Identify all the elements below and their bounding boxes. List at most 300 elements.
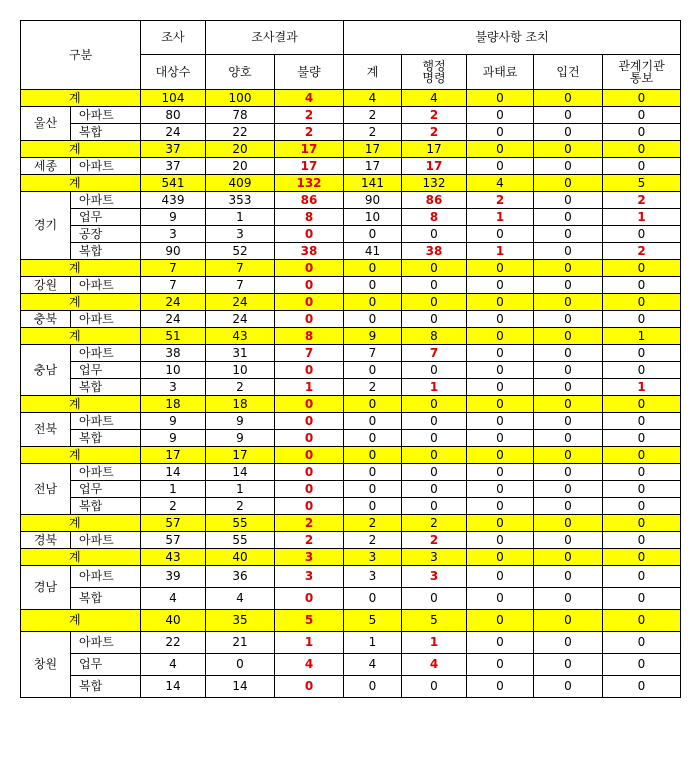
cell-action-total: 3 (344, 566, 402, 588)
table-row (21, 124, 681, 141)
cell-admin-order: 2 (402, 515, 467, 532)
table-row (21, 379, 681, 396)
cell-fine: 0 (467, 447, 534, 464)
building-type: 아파트 (71, 464, 141, 481)
cell-good: 409 (206, 175, 275, 192)
table-row (21, 464, 681, 481)
cell-target: 24 (141, 294, 206, 311)
cell-prosecution: 0 (534, 328, 603, 345)
cell-good: 3 (206, 226, 275, 243)
cell-notify: 0 (603, 632, 681, 654)
building-type: 복합 (71, 430, 141, 447)
cell-bad: 17 (275, 158, 344, 175)
cell-bad: 0 (275, 396, 344, 413)
table-row (21, 243, 681, 260)
cell-action-total: 2 (344, 532, 402, 549)
cell-action-total: 1 (344, 632, 402, 654)
region-name: 충북 (21, 311, 71, 328)
cell-fine: 0 (467, 345, 534, 362)
cell-notify: 0 (603, 566, 681, 588)
cell-action-total: 17 (344, 141, 402, 158)
cell-good: 55 (206, 532, 275, 549)
cell-admin-order: 0 (402, 447, 467, 464)
cell-prosecution: 0 (534, 588, 603, 610)
cell-target: 37 (141, 141, 206, 158)
cell-fine: 0 (467, 481, 534, 498)
cell-bad: 4 (275, 654, 344, 676)
cell-target: 439 (141, 192, 206, 209)
region-total-label: 계 (21, 90, 141, 107)
cell-action-total: 4 (344, 654, 402, 676)
cell-target: 57 (141, 532, 206, 549)
cell-notify: 0 (603, 498, 681, 515)
cell-admin-order: 1 (402, 632, 467, 654)
cell-good: 21 (206, 632, 275, 654)
cell-bad: 2 (275, 515, 344, 532)
cell-fine: 0 (467, 396, 534, 413)
cell-fine: 0 (467, 277, 534, 294)
cell-admin-order: 2 (402, 532, 467, 549)
building-type: 업무 (71, 481, 141, 498)
cell-fine: 0 (467, 610, 534, 632)
region-name: 창원 (21, 632, 71, 698)
building-type: 업무 (71, 362, 141, 379)
table-row (21, 654, 681, 676)
cell-good: 40 (206, 549, 275, 566)
cell-admin-order: 0 (402, 676, 467, 698)
building-type: 아파트 (71, 192, 141, 209)
cell-target: 37 (141, 158, 206, 175)
cell-notify: 0 (603, 532, 681, 549)
table-row (21, 532, 681, 549)
cell-good: 9 (206, 413, 275, 430)
cell-notify: 0 (603, 396, 681, 413)
cell-notify: 0 (603, 610, 681, 632)
cell-notify: 0 (603, 430, 681, 447)
table-row (21, 632, 681, 654)
building-type: 복합 (71, 124, 141, 141)
cell-bad: 0 (275, 498, 344, 515)
cell-action-total: 2 (344, 379, 402, 396)
cell-good: 78 (206, 107, 275, 124)
header-notify: 관계기관 통보 (603, 55, 681, 90)
table-row (21, 498, 681, 515)
cell-admin-order: 0 (402, 464, 467, 481)
region-total-row (21, 447, 681, 464)
cell-prosecution: 0 (534, 676, 603, 698)
cell-fine: 0 (467, 158, 534, 175)
table-row (21, 676, 681, 698)
cell-notify: 0 (603, 481, 681, 498)
table-row (21, 158, 681, 175)
cell-admin-order: 2 (402, 124, 467, 141)
cell-target: 51 (141, 328, 206, 345)
cell-notify: 0 (603, 226, 681, 243)
region-total-row (21, 90, 681, 107)
inspection-results-table (20, 20, 681, 698)
cell-fine: 0 (467, 90, 534, 107)
cell-notify: 1 (603, 328, 681, 345)
cell-target: 80 (141, 107, 206, 124)
cell-fine: 0 (467, 107, 534, 124)
region-name: 강원 (21, 277, 71, 294)
cell-good: 24 (206, 311, 275, 328)
cell-admin-order: 8 (402, 328, 467, 345)
cell-target: 4 (141, 654, 206, 676)
cell-fine: 0 (467, 632, 534, 654)
cell-admin-order: 0 (402, 430, 467, 447)
cell-prosecution: 0 (534, 464, 603, 481)
cell-admin-order: 86 (402, 192, 467, 209)
cell-notify: 0 (603, 277, 681, 294)
cell-action-total: 0 (344, 260, 402, 277)
cell-bad: 0 (275, 413, 344, 430)
cell-fine: 1 (467, 243, 534, 260)
cell-good: 24 (206, 294, 275, 311)
building-type: 아파트 (71, 345, 141, 362)
region-name: 울산 (21, 107, 71, 141)
cell-good: 1 (206, 209, 275, 226)
region-name: 전남 (21, 464, 71, 515)
building-type: 복합 (71, 498, 141, 515)
cell-target: 7 (141, 260, 206, 277)
cell-notify: 0 (603, 124, 681, 141)
cell-notify: 1 (603, 379, 681, 396)
cell-fine: 4 (467, 175, 534, 192)
cell-action-total: 2 (344, 107, 402, 124)
cell-target: 57 (141, 515, 206, 532)
cell-fine: 0 (467, 532, 534, 549)
cell-bad: 0 (275, 676, 344, 698)
region-total-row (21, 396, 681, 413)
region-total-label: 계 (21, 549, 141, 566)
cell-notify: 0 (603, 107, 681, 124)
region-total-row (21, 141, 681, 158)
cell-prosecution: 0 (534, 243, 603, 260)
cell-action-total: 2 (344, 515, 402, 532)
cell-admin-order: 0 (402, 362, 467, 379)
cell-fine: 0 (467, 676, 534, 698)
building-type: 아파트 (71, 277, 141, 294)
cell-fine: 0 (467, 379, 534, 396)
cell-admin-order: 0 (402, 311, 467, 328)
cell-bad: 86 (275, 192, 344, 209)
region-total-label: 계 (21, 515, 141, 532)
cell-target: 3 (141, 226, 206, 243)
cell-prosecution: 0 (534, 610, 603, 632)
cell-fine: 0 (467, 141, 534, 158)
cell-bad: 0 (275, 260, 344, 277)
cell-notify: 0 (603, 345, 681, 362)
header-bad: 불량 (275, 55, 344, 90)
cell-fine: 0 (467, 498, 534, 515)
region-total-label: 계 (21, 141, 141, 158)
table-row (21, 566, 681, 588)
cell-target: 10 (141, 362, 206, 379)
cell-prosecution: 0 (534, 632, 603, 654)
cell-bad: 0 (275, 311, 344, 328)
cell-fine: 0 (467, 549, 534, 566)
cell-action-total: 0 (344, 396, 402, 413)
cell-bad: 0 (275, 464, 344, 481)
cell-action-total: 5 (344, 610, 402, 632)
cell-prosecution: 0 (534, 654, 603, 676)
table-row (21, 226, 681, 243)
header-action-total: 계 (344, 55, 402, 90)
cell-fine: 0 (467, 566, 534, 588)
cell-admin-order: 0 (402, 260, 467, 277)
cell-admin-order: 1 (402, 379, 467, 396)
cell-notify: 0 (603, 676, 681, 698)
cell-target: 4 (141, 588, 206, 610)
region-total-label: 계 (21, 175, 141, 192)
cell-fine: 0 (467, 328, 534, 345)
cell-action-total: 0 (344, 430, 402, 447)
region-total-label: 계 (21, 396, 141, 413)
cell-prosecution: 0 (534, 379, 603, 396)
cell-fine: 0 (467, 515, 534, 532)
cell-fine: 0 (467, 588, 534, 610)
cell-action-total: 0 (344, 294, 402, 311)
cell-action-total: 2 (344, 124, 402, 141)
cell-good: 36 (206, 566, 275, 588)
cell-prosecution: 0 (534, 294, 603, 311)
header-category: 구분 (21, 21, 141, 90)
building-type: 아파트 (71, 413, 141, 430)
building-type: 공장 (71, 226, 141, 243)
cell-admin-order: 0 (402, 498, 467, 515)
cell-bad: 17 (275, 141, 344, 158)
cell-good: 43 (206, 328, 275, 345)
building-type: 복합 (71, 379, 141, 396)
building-type: 아파트 (71, 532, 141, 549)
cell-action-total: 0 (344, 498, 402, 515)
cell-notify: 0 (603, 413, 681, 430)
cell-good: 14 (206, 676, 275, 698)
building-type: 업무 (71, 654, 141, 676)
region-total-label: 계 (21, 294, 141, 311)
cell-action-total: 4 (344, 90, 402, 107)
cell-prosecution: 0 (534, 549, 603, 566)
cell-admin-order: 17 (402, 141, 467, 158)
cell-bad: 1 (275, 379, 344, 396)
cell-prosecution: 0 (534, 107, 603, 124)
cell-admin-order: 3 (402, 549, 467, 566)
header-prosecution: 입건 (534, 55, 603, 90)
cell-fine: 0 (467, 654, 534, 676)
cell-admin-order: 7 (402, 345, 467, 362)
building-type: 아파트 (71, 107, 141, 124)
cell-good: 20 (206, 141, 275, 158)
cell-target: 90 (141, 243, 206, 260)
cell-action-total: 0 (344, 676, 402, 698)
cell-target: 2 (141, 498, 206, 515)
cell-good: 7 (206, 260, 275, 277)
cell-good: 31 (206, 345, 275, 362)
cell-prosecution: 0 (534, 209, 603, 226)
cell-action-total: 0 (344, 413, 402, 430)
table-row (21, 345, 681, 362)
header-result: 조사결과 (206, 21, 344, 55)
cell-notify: 0 (603, 158, 681, 175)
cell-admin-order: 5 (402, 610, 467, 632)
header-survey: 조사 (141, 21, 206, 55)
cell-bad: 4 (275, 90, 344, 107)
cell-bad: 1 (275, 632, 344, 654)
table-body (21, 90, 681, 698)
cell-prosecution: 0 (534, 532, 603, 549)
cell-notify: 0 (603, 311, 681, 328)
cell-notify: 2 (603, 243, 681, 260)
cell-notify: 0 (603, 588, 681, 610)
cell-action-total: 0 (344, 481, 402, 498)
cell-notify: 0 (603, 294, 681, 311)
cell-good: 353 (206, 192, 275, 209)
cell-target: 1 (141, 481, 206, 498)
cell-good: 18 (206, 396, 275, 413)
cell-notify: 0 (603, 260, 681, 277)
cell-prosecution: 0 (534, 430, 603, 447)
cell-bad: 0 (275, 294, 344, 311)
cell-bad: 0 (275, 277, 344, 294)
cell-notify: 5 (603, 175, 681, 192)
region-total-label: 계 (21, 260, 141, 277)
cell-action-total: 90 (344, 192, 402, 209)
table-row (21, 192, 681, 209)
cell-admin-order: 2 (402, 107, 467, 124)
cell-good: 7 (206, 277, 275, 294)
table-row (21, 311, 681, 328)
building-type: 업무 (71, 209, 141, 226)
cell-prosecution: 0 (534, 515, 603, 532)
cell-prosecution: 0 (534, 311, 603, 328)
cell-prosecution: 0 (534, 226, 603, 243)
cell-notify: 0 (603, 549, 681, 566)
table-row (21, 362, 681, 379)
cell-target: 22 (141, 632, 206, 654)
region-name: 충남 (21, 345, 71, 396)
cell-good: 100 (206, 90, 275, 107)
cell-fine: 1 (467, 209, 534, 226)
cell-target: 9 (141, 430, 206, 447)
cell-target: 7 (141, 277, 206, 294)
region-total-label: 계 (21, 328, 141, 345)
region-total-row (21, 328, 681, 345)
cell-action-total: 7 (344, 345, 402, 362)
cell-prosecution: 0 (534, 260, 603, 277)
cell-action-total: 41 (344, 243, 402, 260)
cell-fine: 0 (467, 260, 534, 277)
cell-good: 17 (206, 447, 275, 464)
region-total-row (21, 610, 681, 632)
cell-admin-order: 3 (402, 566, 467, 588)
cell-fine: 2 (467, 192, 534, 209)
cell-prosecution: 0 (534, 277, 603, 294)
cell-prosecution: 0 (534, 175, 603, 192)
cell-target: 9 (141, 209, 206, 226)
cell-target: 39 (141, 566, 206, 588)
cell-prosecution: 0 (534, 141, 603, 158)
cell-admin-order: 0 (402, 481, 467, 498)
cell-good: 10 (206, 362, 275, 379)
cell-admin-order: 0 (402, 413, 467, 430)
cell-good: 2 (206, 379, 275, 396)
building-type: 복합 (71, 243, 141, 260)
cell-notify: 2 (603, 192, 681, 209)
cell-good: 20 (206, 158, 275, 175)
region-total-row (21, 515, 681, 532)
cell-admin-order: 0 (402, 588, 467, 610)
cell-prosecution: 0 (534, 498, 603, 515)
cell-notify: 1 (603, 209, 681, 226)
cell-good: 9 (206, 430, 275, 447)
cell-admin-order: 4 (402, 90, 467, 107)
cell-prosecution: 0 (534, 192, 603, 209)
cell-bad: 0 (275, 430, 344, 447)
cell-fine: 0 (467, 413, 534, 430)
cell-admin-order: 38 (402, 243, 467, 260)
building-type: 아파트 (71, 158, 141, 175)
cell-action-total: 17 (344, 158, 402, 175)
cell-target: 38 (141, 345, 206, 362)
inspection-results-table-wrapper (20, 20, 681, 698)
cell-admin-order: 132 (402, 175, 467, 192)
cell-prosecution: 0 (534, 447, 603, 464)
cell-admin-order: 4 (402, 654, 467, 676)
cell-action-total: 0 (344, 588, 402, 610)
cell-prosecution: 0 (534, 124, 603, 141)
table-row (21, 430, 681, 447)
cell-notify: 0 (603, 362, 681, 379)
table-row (21, 277, 681, 294)
cell-action-total: 0 (344, 362, 402, 379)
cell-bad: 8 (275, 209, 344, 226)
cell-bad: 2 (275, 532, 344, 549)
cell-prosecution: 0 (534, 413, 603, 430)
cell-good: 0 (206, 654, 275, 676)
cell-target: 40 (141, 610, 206, 632)
cell-admin-order: 0 (402, 277, 467, 294)
cell-notify: 0 (603, 90, 681, 107)
cell-good: 14 (206, 464, 275, 481)
building-type: 아파트 (71, 566, 141, 588)
cell-target: 17 (141, 447, 206, 464)
region-name: 경기 (21, 192, 71, 260)
cell-action-total: 141 (344, 175, 402, 192)
building-type: 복합 (71, 676, 141, 698)
cell-notify: 0 (603, 464, 681, 481)
cell-fine: 0 (467, 311, 534, 328)
cell-prosecution: 0 (534, 158, 603, 175)
region-name: 세종 (21, 158, 71, 175)
cell-good: 2 (206, 498, 275, 515)
cell-bad: 3 (275, 549, 344, 566)
building-type: 아파트 (71, 311, 141, 328)
cell-target: 104 (141, 90, 206, 107)
region-total-row (21, 549, 681, 566)
cell-prosecution: 0 (534, 566, 603, 588)
cell-action-total: 0 (344, 464, 402, 481)
cell-bad: 5 (275, 610, 344, 632)
cell-target: 14 (141, 676, 206, 698)
cell-good: 22 (206, 124, 275, 141)
region-total-label: 계 (21, 610, 141, 632)
table-row (21, 481, 681, 498)
building-type: 아파트 (71, 632, 141, 654)
cell-bad: 2 (275, 107, 344, 124)
cell-target: 24 (141, 124, 206, 141)
cell-bad: 2 (275, 124, 344, 141)
